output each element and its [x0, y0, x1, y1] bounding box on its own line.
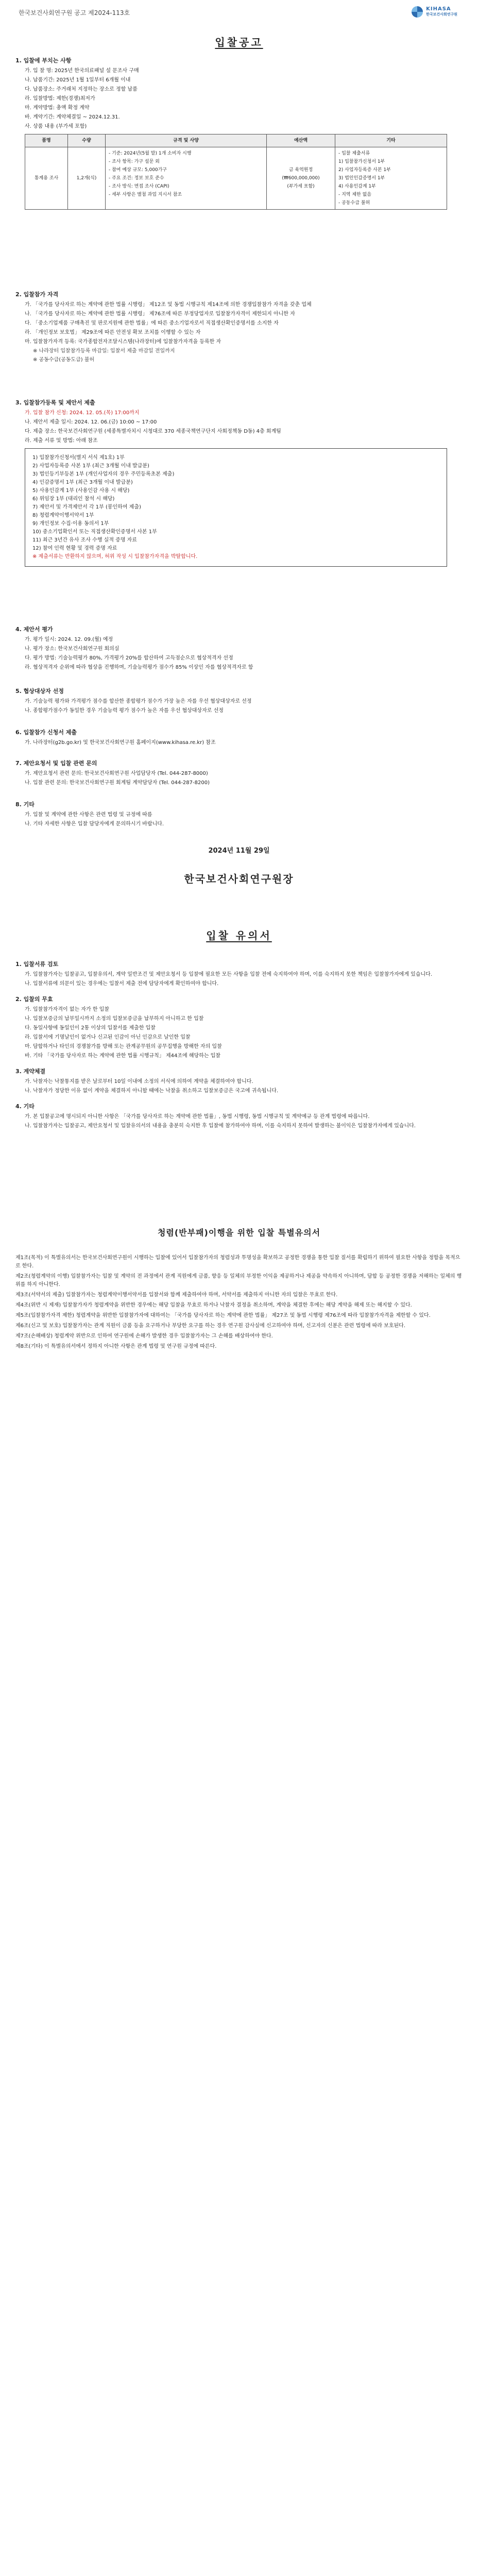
cell-spec: - 기준: 2024년(5월 말) 1개 소비자 시행 - 조사 항목: 가구 설문 외 - 참여 예상 규모: 5,000가구 - 주요 조건: 정보 보호 준수 - 조사 방식: 면접 조사 (CAPI) - 세부 사항은 별첨 과업 지시서 참조: [106, 147, 267, 210]
paragraph: 제8조(기타) 이 특별유의서에서 정하지 아니한 사항은 관계 법령 및 연구원 규정에 따른다.: [15, 1344, 217, 1349]
list-item: 가. 제안요청서 관련 문의: 한국보건사회연구원 사업담당자 (Tel. 044-287-8000): [25, 771, 208, 776]
pledge-body: [15, 1252, 463, 1353]
list-item: 가. 입찰 및 계약에 관한 사항은 관련 법령 및 규정에 따름: [25, 812, 152, 818]
list-item: 라. 입찰방법: 제한(경쟁)최저가: [25, 96, 95, 101]
section-2: [15, 289, 463, 365]
page-title: 입찰공고: [215, 36, 263, 48]
list-item: 7) 제안서 및 가격제안서 각 1부 (봉인하여 제출): [32, 504, 141, 510]
list-item: 가. 평가 일시: 2024. 12. 09.(월) 예정: [25, 637, 113, 642]
list-item: 나. 기타 자세한 사항은 입찰 담당자에게 문의하시기 바랍니다.: [25, 821, 164, 827]
list-item: 다. 「중소기업제품 구매촉진 및 판로지원에 관한 법률」에 따른 중소기업자로서 직접생산확인증명서를 소지한 자: [25, 320, 279, 326]
section-heading: 3. 계약체결: [15, 1068, 46, 1075]
section-8: [15, 799, 463, 829]
org-logo: [412, 6, 457, 18]
list-item: 다. 제출 장소: 한국보건사회연구원 (세종특별자치시 시청대로 370 세종국책연구단지 사회정책동 D동) 4층 회계팀: [25, 429, 281, 434]
list-item: 바. 기타 「국가를 당사자로 하는 계약에 관한 법률 시행규칙」 제44조에 해당하는 입찰: [25, 1053, 220, 1059]
list-item: 가. 「국가를 당사자로 하는 계약에 관한 법률 시행령」 제12조 및 동법 시행규칙 제14조에 의한 경쟁입찰참가 자격을 갖춘 업체: [25, 302, 312, 308]
list-item: 3) 법인등기부등본 1부 (개인사업자의 경우 주민등록초본 제출): [32, 471, 175, 477]
list-item: 나. 입찰서류에 의문이 있는 경우에는 입찰서 제출 전에 담당자에게 확인하여야 합니다.: [25, 981, 219, 987]
paragraph: 제2조(청렴계약의 이행) 입찰참가자는 입찰 및 계약의 전 과정에서 관계 직원에게 금품, 향응 등 일체의 부정한 이익을 제공하거나 제공을 약속하지 아니하며, 담합 등 공정한 경쟁을 저해하는 일체의 행위를 하지 아니한다.: [15, 1274, 462, 1287]
section-heading: 4. 제안서 평가: [15, 626, 53, 633]
list-item: 가. 입찰참가자격이 없는 자가 한 입찰: [25, 1007, 109, 1012]
list-item: 나. 종합평가점수가 동일한 경우 기술능력 평가 점수가 높은 자를 우선 협상대상자로 선정: [25, 708, 224, 714]
section-heading: 5. 협상대상자 선정: [15, 688, 64, 694]
section-heading: 1. 입찰에 부치는 사항: [15, 57, 72, 64]
section-3: [15, 397, 463, 570]
note: ※ 나라장터 입찰참가등록 마감일: 입찰서 제출 마감일 전일까지: [33, 348, 175, 354]
submission-box: [25, 448, 447, 567]
list-item: 마. 입찰참가자격 등록: 국가종합전자조달시스템(나라장터)에 입찰참가자격을 등록한 자: [25, 339, 221, 345]
list-item: 라. 제출 서류 및 방법: 아래 참조: [25, 438, 98, 444]
section-5: [15, 685, 463, 716]
list-item: 1) 입찰참가신청서(별지 서식 제1호) 1부: [32, 455, 125, 461]
section-6: [15, 726, 463, 748]
column-header: 수량: [68, 134, 106, 147]
list-item: 가. 입 찰 명: 2025년 한국의료패널 설 문조사 구매: [25, 68, 139, 74]
list-item: 8) 청렴계약이행서약서 1부: [32, 513, 94, 518]
list-item: 나. 납품기간: 2025년 1월 1일부터 6개월 이내: [25, 77, 131, 83]
list-item: 6) 위임장 1부 (대리인 참석 시 해당): [32, 496, 115, 502]
list-item: 사. 상품 내용 (부가세 포함): [25, 124, 87, 129]
paragraph: 제3조(서약서의 제출) 입찰참가자는 청렴계약이행서약서를 입찰서와 함께 제출하여야 하며, 서약서를 제출하지 아니한 자의 입찰은 무효로 한다.: [15, 1292, 338, 1298]
list-item: 다. 평가 방법: 기술능력평가 80%, 가격평가 20%를 합산하여 고득점순으로 협상적격자 선정: [25, 655, 233, 661]
list-item: 마. 담합하거나 타인의 경쟁참가를 방해 또는 관계공무원의 공무집행을 방해한 자의 입찰: [25, 1044, 222, 1049]
cell-name: 통계용 조사: [25, 147, 68, 210]
list-item: 다. 납품장소: 주거래처 지정하는 장소로 정할 납품: [25, 87, 138, 92]
list-item: 나. 입찰참가자는 입찰공고, 제안요청서 및 입찰유의서의 내용을 충분히 숙지한 후 입찰에 참가하여야 하며, 이를 숙지하지 못하여 발생하는 불이익은 입찰참가자에게 있습니다.: [25, 1123, 416, 1129]
list-item: 가. 본 입찰공고에 명시되지 아니한 사항은 「국가를 당사자로 하는 계약에 관한 법률」, 동법 시행령, 동법 시행규칙 및 계약예규 등 관계 법령에 따릅니다.: [25, 1114, 370, 1120]
list-item: 나. 평가 장소: 한국보건사회연구원 회의실: [25, 646, 120, 652]
doc-number: 한국보건사회연구원 공고 제2024-113호: [19, 9, 130, 16]
list-item: 라. 입찰서에 기명날인이 없거나 신고된 인감이 아닌 인감으로 날인한 입찰: [25, 1035, 191, 1040]
list-item: 마. 계약방법: 총액 확정 계약: [25, 105, 90, 111]
list-item: 2) 사업자등록증 사본 1부 (최근 3개월 이내 발급분): [32, 463, 149, 469]
organization-name: 한국보건사회연구원장: [184, 873, 294, 885]
list-item: 나. 입찰 관련 문의: 한국보건사회연구원 회계팀 계약담당자 (Tel. 044-287-8200): [25, 780, 210, 786]
list-item: 바. 계약기간: 계약체결일 ~ 2024.12.31.: [25, 114, 120, 120]
paragraph: 제1조(목적) 이 특별유의서는 한국보건사회연구원이 시행하는 입찰에 있어서 입찰참가자의 청렴성과 투명성을 확보하고 공정한 경쟁을 통한 입찰 질서를 확립하기 위하여 필요한 사항을 정함을 목적으로 한다.: [15, 1255, 460, 1269]
column-header: 예산액: [267, 134, 335, 147]
section-heading: 3. 입찰참가등록 및 제안서 제출: [15, 399, 95, 406]
list-item: 가. 기술능력 평가와 가격평가 점수를 합산한 종합평가 점수가 가장 높은 자를 우선 협상대상자로 선정: [25, 699, 252, 704]
notice-body: [15, 958, 463, 1131]
section-heading: 1. 입찰서류 검토: [15, 961, 59, 968]
list-item: 나. 입찰보증금의 납부일시까지 소정의 입찰보증금을 납부하지 아니하고 한 입찰: [25, 1016, 204, 1022]
pledge-title: 청렴(반부패)이행을 위한 입찰 특별유의서: [157, 1228, 321, 1238]
list-item: 나. 「국가를 당사자로 하는 계약에 관한 법률 시행령」 제76조에 따른 부정당업자로 입찰참가자격이 제한되지 아니한 자: [25, 311, 295, 317]
document-header: [0, 0, 478, 31]
announcement-date: 2024년 11월 29일: [208, 847, 270, 855]
list-item: 라. 협상적격자 순위에 따라 협상을 진행하며, 기술능력평가 점수가 85% 이상인 자를 협상적격자로 함: [25, 665, 253, 670]
paragraph: 제5조(입찰참가자격 제한) 청렴계약을 위반한 입찰참가자에 대하여는 「국가를 당사자로 하는 계약에 관한 법률」 제27조 및 동법 시행령 제76조에 따라 입찰참가자격을 제한할 수 있다.: [15, 1313, 431, 1318]
section-heading: 2. 입찰참가 자격: [15, 291, 59, 298]
paragraph: 제7조(손해배상) 청렴계약 위반으로 인하여 연구원에 손해가 발생한 경우 입찰참가자는 그 손해를 배상하여야 한다.: [15, 1333, 273, 1339]
list-item: 4) 인감증명서 1부 (최근 3개월 이내 발급분): [32, 480, 133, 485]
list-item: 11) 최근 3년간 유사 조사 수행 실적 증명 자료: [32, 537, 137, 543]
logo-text: KIHASA 한국보건사회연구원: [426, 6, 457, 16]
list-item: 가. 나라장터(g2b.go.kr) 및 한국보건사회연구원 홈페이지(www.kihasa.re.kr) 참조: [25, 740, 216, 745]
note: ※ 공동수급(공동도급) 불허: [33, 357, 95, 363]
table-row: [25, 147, 447, 210]
list-item: 가. 입찰 참가 신청: 2024. 12. 05.(목) 17:00까지: [25, 410, 140, 416]
logo-mark-icon: [412, 6, 423, 18]
list-item: 가. 낙찰자는 낙찰통지를 받은 날로부터 10일 이내에 소정의 서식에 의하여 계약을 체결하여야 합니다.: [25, 1079, 253, 1084]
table-header-row: [25, 134, 447, 147]
item-table: [25, 134, 447, 210]
section-7: [15, 757, 463, 788]
section-heading: 2. 입찰의 무효: [15, 996, 53, 1003]
list-item: 나. 낙찰자가 정당한 이유 없이 계약을 체결하지 아니할 때에는 낙찰을 취소하고 입찰보증금은 국고에 귀속됩니다.: [25, 1088, 279, 1094]
section-4: [15, 623, 463, 673]
list-item: 나. 제안서 제출 일시: 2024. 12. 06.(금) 10:00 ~ 17:00: [25, 419, 157, 425]
cell-etc: - 입찰 제출서류 1) 입찰참가신청서 1부 2) 사업자등록증 사본 1부 3) 법인인감증명서 1부 4) 사용인감계 1부 - 지역 제한 없음 - 공동수급 불허: [335, 147, 447, 210]
list-item: 10) 중소기업확인서 또는 직접생산확인증명서 사본 1부: [32, 529, 157, 535]
list-item: 라. 「개인정보 보호법」 제29조에 따른 안전성 확보 조치를 이행할 수 있는 자: [25, 330, 201, 335]
list-item: 다. 동일사항에 동일인이 2통 이상의 입찰서를 제출한 입찰: [25, 1025, 156, 1031]
column-header: 기타: [335, 134, 447, 147]
cell-budget: 금 육억원정 (₩600,000,000) (부가세 포함): [267, 147, 335, 210]
list-item: 9) 개인정보 수집·이용 동의서 1부: [32, 521, 109, 527]
paragraph: 제4조(위반 시 제재) 입찰참가자가 청렴계약을 위반한 경우에는 해당 입찰을 무효로 하거나 낙찰자 결정을 취소하며, 계약을 체결한 후에는 해당 계약을 해제 또는 해지할 수 있다.: [15, 1302, 412, 1308]
list-item: 가. 입찰참가자는 입찰공고, 입찰유의서, 계약 일반조건 및 제안요청서 등 입찰에 필요한 모든 사항을 입찰 전에 숙지하여야 하며, 이를 숙지하지 못한 책임은 입찰참가자에게 있습니다.: [25, 972, 433, 977]
column-header: 규격 및 사양: [106, 134, 267, 147]
section-heading: 7. 제안요청서 및 입찰 관련 문의: [15, 760, 97, 767]
cell-qty: 1,2개(식): [68, 147, 106, 210]
column-header: 품명: [25, 134, 68, 147]
section-heading: 6. 입찰참가 신청서 제출: [15, 729, 77, 736]
section-heading: 4. 기타: [15, 1103, 35, 1110]
list-item: 5) 사용인감계 1부 (사용인감 사용 시 해당): [32, 488, 130, 494]
list-item: ※ 제출서류는 반환하지 않으며, 허위 작성 시 입찰참가자격을 박탈합니다.: [32, 554, 198, 560]
section-1: [15, 55, 463, 213]
section-heading: 8. 기타: [15, 801, 35, 808]
list-item: 12) 참여 인력 현황 및 경력 증명 자료: [32, 546, 117, 551]
paragraph: 제6조(신고 및 보호) 입찰참가자는 관계 직원이 금품 등을 요구하거나 부당한 요구를 하는 경우 연구원 감사실에 신고하여야 하며, 신고자의 신분은 관련 법령에 따라 보호된다.: [15, 1323, 405, 1329]
notice-title: 입찰 유의서: [206, 929, 272, 942]
